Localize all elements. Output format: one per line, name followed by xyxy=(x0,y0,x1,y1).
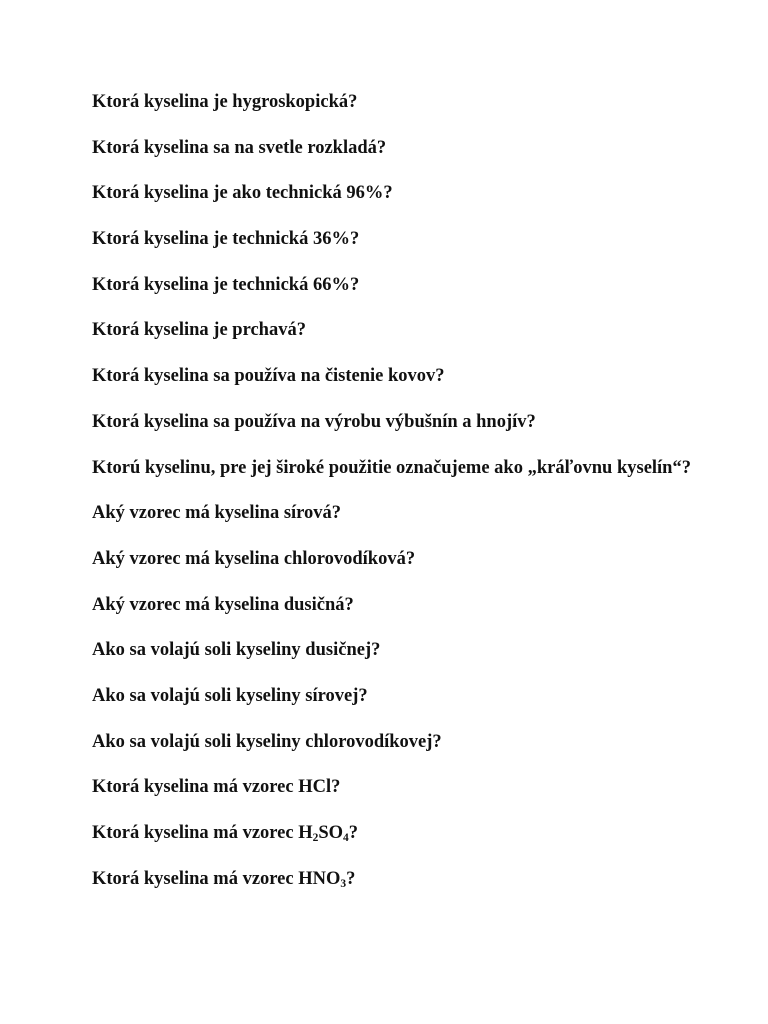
question-item: Ako sa volajú soli kyseliny sírovej? xyxy=(92,685,368,706)
question-text: ? xyxy=(346,868,356,889)
subscript: 3 xyxy=(340,877,347,890)
question-item: Ktorá kyselina je technická 36%? xyxy=(92,229,360,250)
question-item: Ktorá kyselina je technická 66%? xyxy=(92,274,360,295)
question-item: Aký vzorec má kyselina sírová? xyxy=(92,503,342,524)
question-text: SO xyxy=(318,823,344,843)
question-list xyxy=(92,85,692,907)
question-text: ? xyxy=(348,823,358,843)
question-text: Ktorá kyselina má vzorec HNO xyxy=(92,868,341,889)
question-item: Ktorá kyselina je hygroskopická? xyxy=(92,92,358,112)
question-item: Ktorá kyselina sa používa na čistenie kovov? xyxy=(92,366,445,387)
question-item xyxy=(92,862,692,908)
question-item: Ktorá kyselina má vzorec HCl? xyxy=(92,777,341,798)
question-item xyxy=(92,816,692,862)
question-item: Ktorá kyselina je ako technická 96%? xyxy=(92,183,393,204)
question-item: Ako sa volajú soli kyseliny dusičnej? xyxy=(92,640,381,661)
question-item: Ktorá kyselina sa používa na výrobu výbušnín a hnojív? xyxy=(92,411,536,432)
question-item: Ktorú kyselinu, pre jej široké použitie označujeme ako „kráľovnu kyselín“? xyxy=(92,457,691,478)
question-text: Ktorá kyselina má vzorec H xyxy=(92,823,313,843)
question-item: Ktorá kyselina je prchavá? xyxy=(92,320,306,341)
question-item: Ako sa volajú soli kyseliny chlorovodíkovej? xyxy=(92,731,442,752)
question-item: Ktorá kyselina sa na svetle rozkladá? xyxy=(92,137,387,158)
subscript: 2 xyxy=(312,831,319,844)
subscript: 4 xyxy=(343,831,349,844)
question-item: Aký vzorec má kyselina dusičná? xyxy=(92,594,354,615)
question-item: Aký vzorec má kyselina chlorovodíková? xyxy=(92,548,416,569)
